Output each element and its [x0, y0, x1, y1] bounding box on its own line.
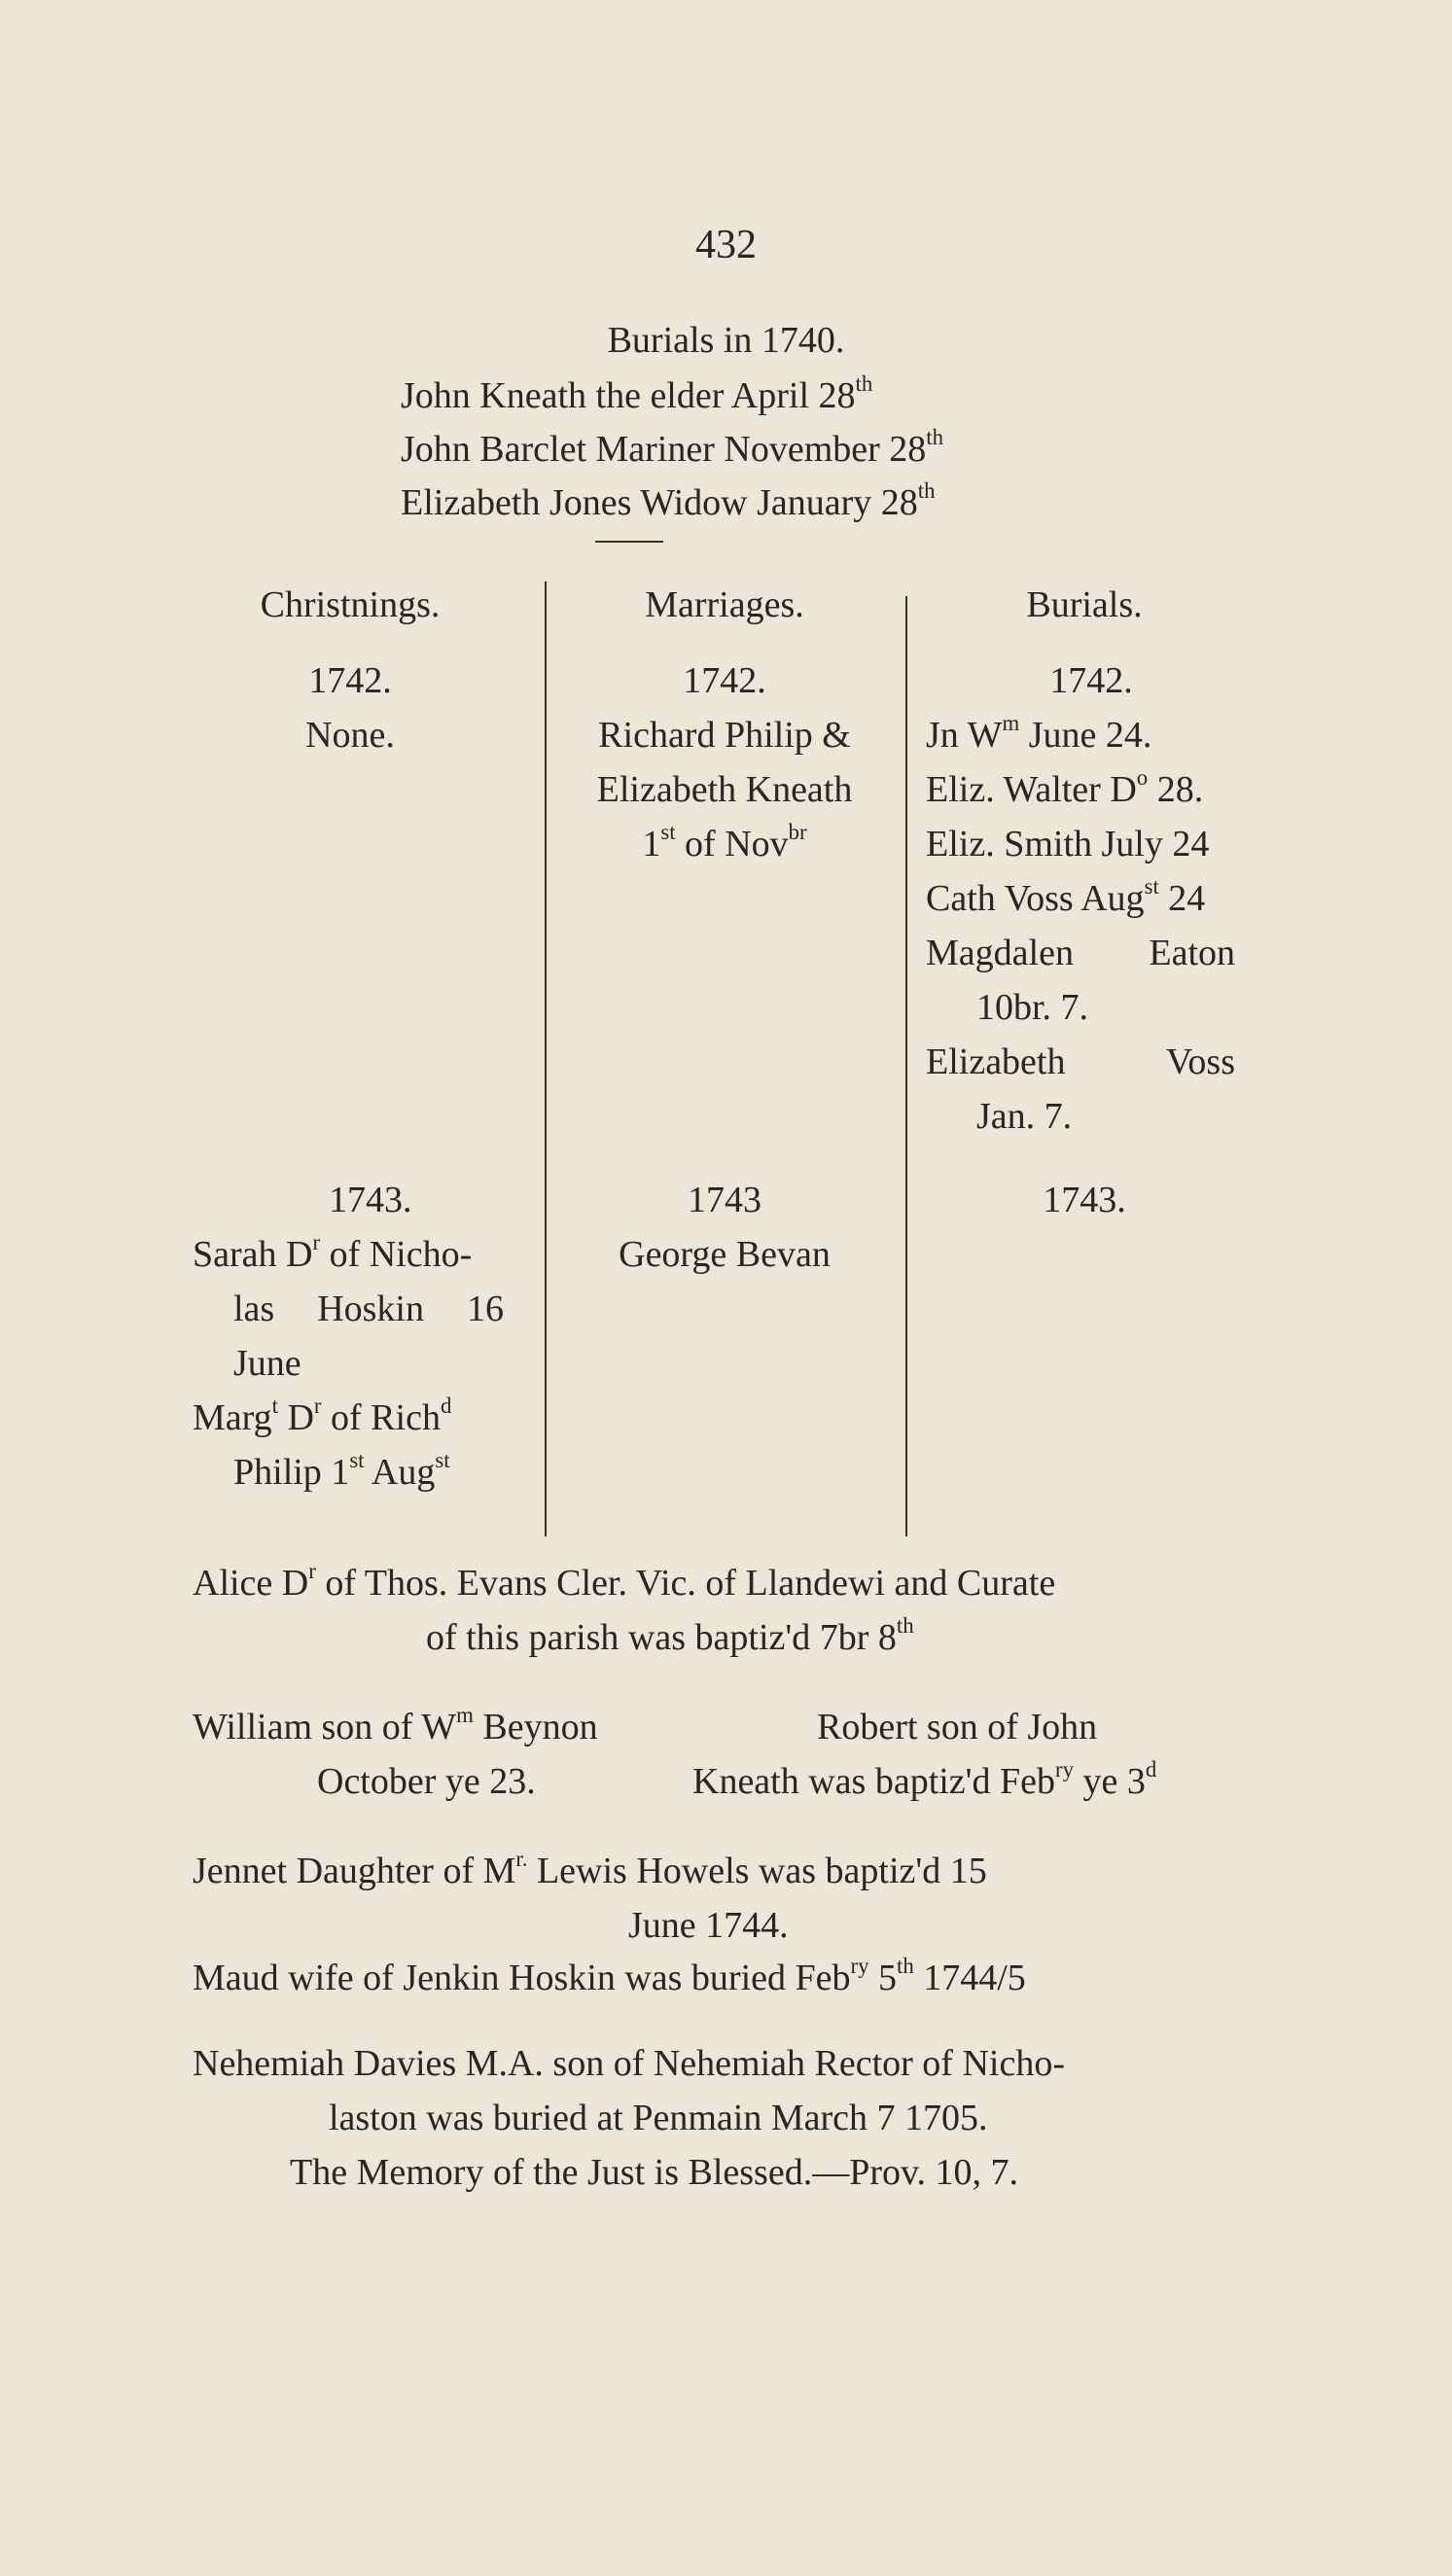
burial-1740-line: John Kneath the elder April 28th: [401, 371, 873, 416]
christnings-1743: 1743. Sarah $D^r$ of Nicho- las Hoskin 16 June Marg$^t$ $D^r$ of Rich$^d$ Philip 1st Aug$^{st}$: [193, 1180, 504, 1493]
page-number: 432: [695, 223, 757, 267]
marriages-1742: 1742. Richard Philip & Elizabeth Kneath 1st of Nov$^{br}$: [596, 660, 853, 865]
entry-jennet: Jennet Daughter of $M^{r.}$ Lewis Howels was baptiz'd 15 June 1744.: [193, 1846, 987, 1946]
burials-1740-heading: Burials in 1740.: [607, 320, 845, 361]
entry-william: William son of $W^m$ Beynon October ye 23.: [193, 1702, 598, 1802]
header-marriages: Marriages.: [645, 584, 804, 625]
entry-alice: Alice $D^r$ of Thos. Evans Cler. Vic. of Llandewi and Curate of this parish was baptiz'd 7br 8th: [193, 1558, 1056, 1658]
entry-robert: Robert son of John Kneath was baptiz'd Feb$^{ry}$ ye 3$^d$: [692, 1707, 1157, 1802]
burial-1740-line: Elizabeth Jones Widow January 28th: [401, 477, 936, 523]
header-christnings: Christnings.: [260, 584, 441, 625]
burial-1740-line: John Barclet Mariner November 28th: [401, 424, 944, 470]
column-rule: [905, 596, 907, 1536]
header-burials: Burials.: [1026, 584, 1143, 625]
entry-nehemiah: Nehemiah Davies M.A. son of Nehemiah Rector of Nicho- laston was buried at Penmain March 7 1705. The Memory of the Just is Blessed.—Prov. 10, 7.: [193, 2043, 1065, 2193]
entry-maud: Maud wife of Jenkin Hoskin was buried Feb$^{ry}$ 5th 1744/5: [193, 1953, 1026, 1998]
burials-1742: 1742. Jn $W^m$ June 24. Eliz. Walter $D^o$ 28. Eliz. Smith July 24 Cath Voss Aug$^{st}$ 24 Magdalen Eaton 10br. 7. Elizabeth Voss Jan. 7.: [926, 660, 1235, 1137]
divider-line: [595, 541, 663, 543]
marriages-1743: 1743 George Bevan: [619, 1180, 831, 1275]
christnings-1742: 1742. None.: [305, 660, 395, 756]
burials-1743: 1743.: [1043, 1180, 1126, 1220]
